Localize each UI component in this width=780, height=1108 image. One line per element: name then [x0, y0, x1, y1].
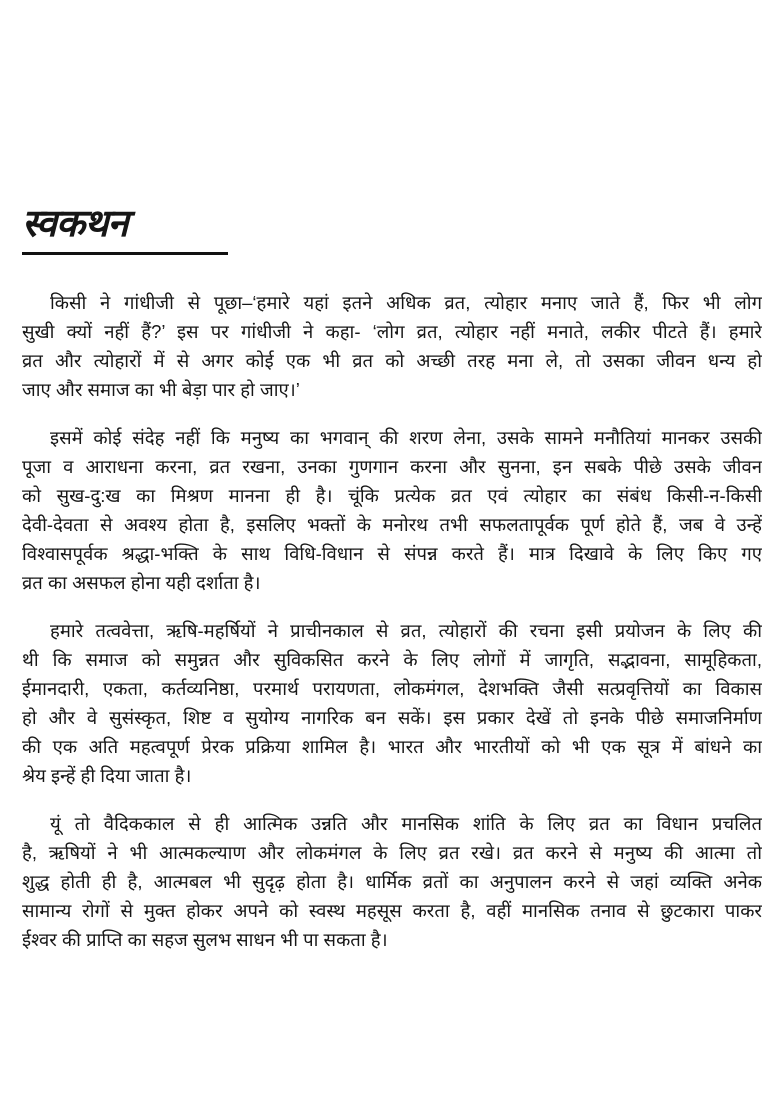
body-text	[22, 288, 762, 973]
text-line: सुखी क्यों नहीं हैं?’ इस पर गांधीजी ने कहा- ‘लोग व्रत, त्योहार नहीं मनाते, लकीर पीटते हैं। हमारे	[22, 321, 762, 342]
text-line: इसमें कोई संदेह नहीं कि मनुष्य का भगवान् की शरण लेना, उसके सामने मनौतियां मानकर उसकी	[50, 427, 762, 448]
title-underline	[22, 252, 228, 255]
text-line: सामान्य रोगों से मुक्त होकर अपने को स्वस्थ महसूस करता है, वहीं मानसिक तनाव से छुटकारा पाकर	[22, 900, 762, 921]
text-line: शुद्ध होती ही है, आत्मबल भी सुदृढ़ होता है। धार्मिक व्रतों का अनुपालन करने से जहां व्यक्ति अनेक	[22, 871, 762, 892]
text-line: को सुख-दु:ख का मिश्रण मानना ही है। चूंकि प्रत्येक व्रत एवं त्योहार का संबंध किसी-न-किसी	[22, 485, 762, 506]
text-line: पूजा व आराधना करना, व्रत रखना, उनका गुणगान करना और सुनना, इन सबके पीछे उसके जीवन	[22, 456, 762, 477]
text-line: है, ऋषियों ने भी आत्मकल्याण और लोकमंगल के लिए व्रत रखे। व्रत करने से मनुष्य की आत्मा तो	[22, 842, 762, 863]
paragraph	[22, 809, 762, 954]
paragraph	[22, 423, 762, 597]
paragraph	[22, 616, 762, 790]
text-line: व्रत और त्योहारों में से अगर कोई एक भी व्रत को अच्छी तरह मना ले, तो उसका जीवन धन्य हो	[22, 350, 762, 371]
text-line: श्रेय इन्हें ही दिया जाता है।	[22, 765, 192, 786]
text-line: ईश्वर की प्राप्ति का सहज सुलभ साधन भी पा सकता है।	[22, 929, 388, 950]
text-line: हो और वे सुसंस्कृत, शिष्ट व सुयोग्य नागरिक बन सकें। इस प्रकार देखें तो इनके पीछे समाजनिर्माण	[22, 707, 762, 728]
text-line: की एक अति महत्वपूर्ण प्रेरक प्रक्रिया शामिल है। भारत और भारतीयों को भी एक सूत्र में बांधने का	[22, 736, 762, 757]
text-line: ईमानदारी, एकता, कर्तव्यनिष्ठा, परमार्थ परायणता, लोकमंगल, देशभक्ति जैसी सत्प्रवृत्तियों का विकास	[22, 678, 762, 699]
text-line: जाए और समाज का भी बेड़ा पार हो जाए।’	[22, 379, 300, 400]
paragraph	[22, 288, 762, 404]
text-line: यूं तो वैदिककाल से ही आत्मिक उन्नति और मानसिक शांति के लिए व्रत का विधान प्रचलित	[50, 813, 762, 834]
text-line: व्रत का असफल होना यही दर्शाता है।	[22, 572, 261, 593]
text-line: किसी ने गांधीजी से पूछा–‘हमारे यहां इतने अधिक व्रत, त्योहार मनाए जाते हैं, फिर भी लोग	[50, 292, 762, 313]
text-line: हमारे तत्ववेत्ता, ऋषि-महर्षियों ने प्राचीनकाल से व्रत, त्योहारों की रचना इसी प्रयोजन के लिए की	[50, 620, 762, 641]
page-title: स्वकथन	[22, 203, 128, 245]
text-line: विश्वासपूर्वक श्रद्धा-भक्ति के साथ विधि-विधान से संपन्न करते हैं। मात्र दिखावे के लिए किए गए	[22, 543, 762, 564]
text-line: देवी-देवता से अवश्य होता है, इसलिए भक्तों के मनोरथ तभी सफलतापूर्वक पूर्ण होते हैं, जब वे उन्हें	[22, 514, 762, 535]
text-line: थी कि समाज को समुन्नत और सुविकसित करने के लिए लोगों में जागृति, सद्भावना, सामूहिकता,	[22, 649, 762, 670]
